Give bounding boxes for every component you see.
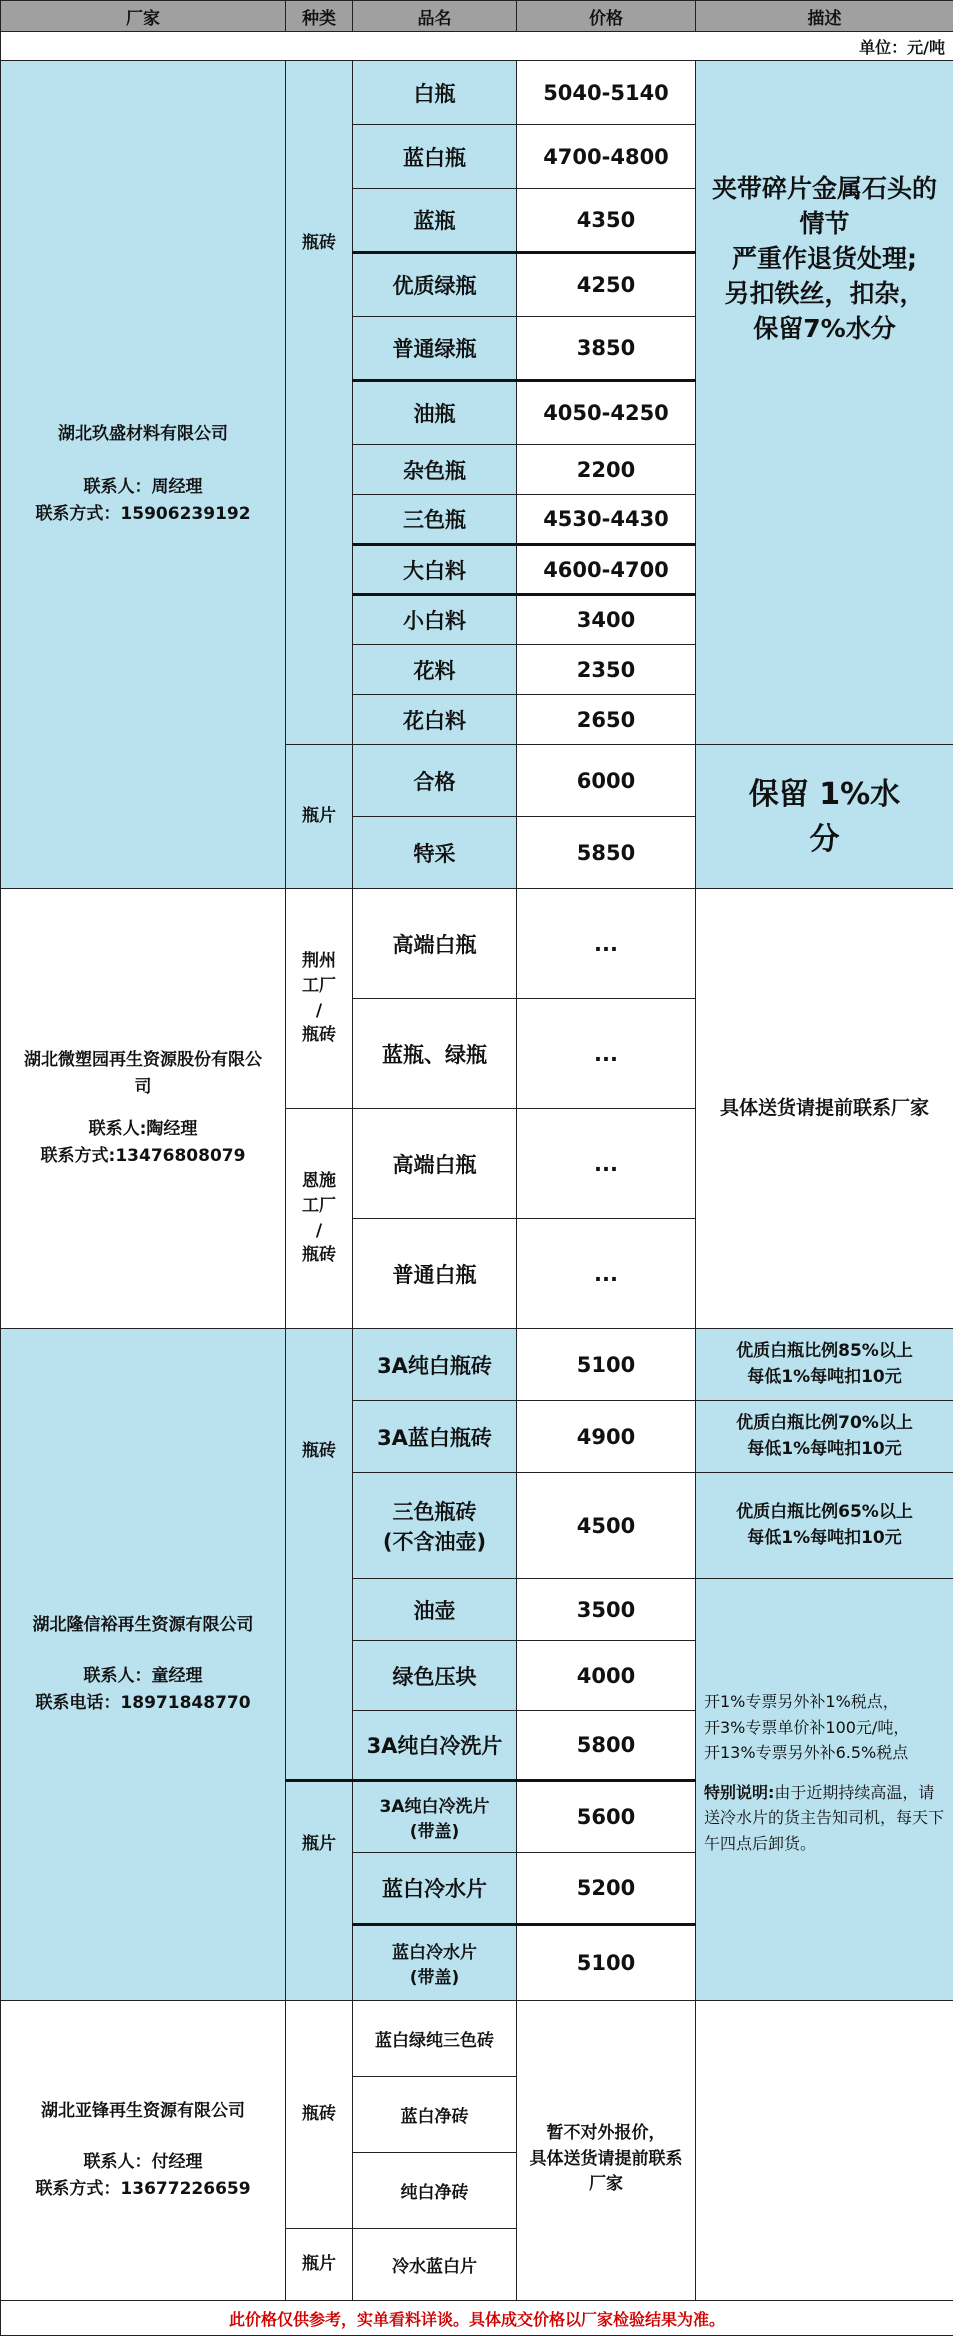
desc-line: 情节 <box>799 209 850 238</box>
product-price: 4900 <box>517 1401 696 1473</box>
desc-line: 保留7%水分 <box>753 314 896 343</box>
company-cell <box>1 61 286 889</box>
description-cell <box>696 61 953 745</box>
description-cell <box>696 745 953 889</box>
product-price: 4600-4700 <box>517 545 696 595</box>
kind-cell <box>286 889 353 1109</box>
footer-row <box>1 2301 953 2336</box>
product-name: 3A纯白冷洗片 <box>353 1711 517 1781</box>
product-name <box>353 1473 517 1579</box>
header-maker: 厂家 <box>1 1 286 32</box>
product-name: 普通绿瓶 <box>353 317 517 381</box>
header-price: 价格 <box>517 1 696 32</box>
product-name: 油瓶 <box>353 381 517 445</box>
product-name: 白瓶 <box>353 61 517 125</box>
company-name: 湖北玖盛材料有限公司 <box>58 423 228 444</box>
desc-line: 每低1%每吨扣10元 <box>747 1366 902 1387</box>
company-contact: 联系人：周经理 <box>83 476 203 497</box>
product-price: 3850 <box>517 317 696 381</box>
kind-line: / <box>315 1220 323 1241</box>
kind-cell: 瓶片 <box>286 745 353 889</box>
product-price: 4500 <box>517 1473 696 1579</box>
product-name-note: (带盖) <box>409 1822 460 1842</box>
product-name: 大白料 <box>353 545 517 595</box>
desc-line: 每低1%每吨扣10元 <box>747 1527 902 1548</box>
product-price: 4250 <box>517 253 696 317</box>
product-name: 蓝瓶 <box>353 189 517 253</box>
product-price: 5040-5140 <box>517 61 696 125</box>
kind-line: 荆州 <box>302 951 336 972</box>
desc-line: 开13%专票另外补6.5%税点 <box>704 1743 909 1763</box>
product-name: 优质绿瓶 <box>353 253 517 317</box>
product-name: 合格 <box>353 745 517 817</box>
desc-line: 每低1%每吨扣10元 <box>747 1438 902 1459</box>
table-row <box>1 1329 953 1401</box>
product-name: 蓝白瓶 <box>353 125 517 189</box>
unit-label: 单位：元/吨 <box>1 32 953 61</box>
product-name <box>353 1925 517 2001</box>
kind-line: 瓶砖 <box>302 1245 336 1266</box>
company-phone: 联系电话：18971848770 <box>35 1693 251 1714</box>
product-price: 3500 <box>517 1579 696 1641</box>
price-note-line: 暂不对外报价， <box>546 2123 666 2143</box>
product-price: 6000 <box>517 745 696 817</box>
kind-line: 工厂 <box>302 1195 336 1216</box>
product-price: 4050-4250 <box>517 381 696 445</box>
description-cell <box>696 1579 953 2001</box>
product-name: 杂色瓶 <box>353 445 517 495</box>
description-cell <box>696 2001 953 2301</box>
product-price: 4350 <box>517 189 696 253</box>
product-name: 特采 <box>353 817 517 889</box>
product-name: 普通白瓶 <box>353 1219 517 1329</box>
price-note-line: 厂家 <box>589 2174 623 2194</box>
header-row <box>1 1 953 32</box>
product-name: 3A纯白瓶砖 <box>353 1329 517 1401</box>
special-note <box>704 1780 945 1857</box>
product-price: 2650 <box>517 695 696 745</box>
desc-line: 严重作退货处理; <box>732 244 917 273</box>
product-price: 5100 <box>517 1329 696 1401</box>
kind-cell <box>286 1109 353 1329</box>
description-cell <box>696 1473 953 1579</box>
company-contact: 联系人:陶经理 <box>88 1118 198 1139</box>
product-name: 纯白净砖 <box>353 2153 517 2229</box>
kind-cell: 瓶片 <box>286 1781 353 2001</box>
special-note-text: 由于近期持续高温，请送冷水片的货主告知司机，每天下午四点后卸货。 <box>704 1782 945 1853</box>
company-name: 湖北微塑园再生资源股份有限公 <box>24 1050 262 1071</box>
table-row <box>1 61 953 125</box>
header-kind: 种类 <box>286 1 353 32</box>
desc-line: 优质白瓶比例85%以上 <box>736 1341 913 1361</box>
product-name: 油壶 <box>353 1579 517 1641</box>
company-contact: 联系人：童经理 <box>83 1665 203 1686</box>
product-price: 2200 <box>517 445 696 495</box>
company-phone: 联系方式：15906239192 <box>35 504 251 525</box>
desc-line: 保留 1%水 <box>748 776 901 812</box>
kind-line: 恩施 <box>302 1171 336 1192</box>
product-name: 蓝白绿纯三色砖 <box>353 2001 517 2077</box>
desc-line: 优质白瓶比例65%以上 <box>736 1502 913 1522</box>
product-price: ... <box>517 889 696 999</box>
product-price: 4530-4430 <box>517 495 696 545</box>
desc-line: 开1%专票另外补1%税点， <box>704 1692 899 1711</box>
company-contact: 联系人：付经理 <box>83 2151 203 2172</box>
product-price: 3400 <box>517 595 696 645</box>
product-name-line: 三色瓶砖 <box>392 1499 477 1524</box>
product-price: 5850 <box>517 817 696 889</box>
company-cell <box>1 2001 286 2301</box>
kind-cell: 瓶片 <box>286 2229 353 2301</box>
product-name: 花白料 <box>353 695 517 745</box>
product-name-note: (带盖) <box>409 1968 460 1988</box>
special-note-label: 特别说明: <box>704 1782 775 1802</box>
kind-cell: 瓶砖 <box>286 2001 353 2229</box>
desc-line: 夹带碎片金属石头的 <box>711 174 937 203</box>
product-name: 蓝瓶、绿瓶 <box>353 999 517 1109</box>
table-row <box>1 2001 953 2077</box>
kind-line: / <box>315 1000 323 1021</box>
footer-disclaimer: 此价格仅供参考，实单看料详谈。具体成交价格以厂家检验结果为准。 <box>1 2301 953 2336</box>
product-name: 冷水蓝白片 <box>353 2229 517 2301</box>
description-cell <box>696 1329 953 1401</box>
product-name-note: (不含油壶) <box>382 1529 487 1554</box>
company-name: 湖北隆信裕再生资源有限公司 <box>32 1614 254 1635</box>
unit-row <box>1 32 953 61</box>
product-price: ... <box>517 1109 696 1219</box>
desc-line: 另扣铁丝，扣杂， <box>724 279 925 308</box>
product-name-line: 蓝白冷水片 <box>392 1943 477 1963</box>
product-price: 5100 <box>517 1925 696 2001</box>
kind-cell: 瓶砖 <box>286 1329 353 1781</box>
product-price: ... <box>517 999 696 1109</box>
kind-line: 工厂 <box>302 975 336 996</box>
product-price: 4000 <box>517 1641 696 1711</box>
company-cell <box>1 1329 286 2001</box>
product-name: 高端白瓶 <box>353 889 517 999</box>
kind-cell: 瓶砖 <box>286 61 353 745</box>
product-name: 绿色压块 <box>353 1641 517 1711</box>
company-phone: 联系方式：13677226659 <box>35 2179 251 2200</box>
description-cell: 具体送货请提前联系厂家 <box>696 889 953 1329</box>
product-price: 2350 <box>517 645 696 695</box>
company-name-cont: 司 <box>134 1077 152 1098</box>
product-name-line: 3A纯白冷洗片 <box>379 1797 490 1817</box>
desc-line: 分 <box>809 821 840 857</box>
company-name: 湖北亚锋再生资源有限公司 <box>41 2100 245 2121</box>
desc-line: 优质白瓶比例70%以上 <box>736 1413 913 1433</box>
product-name: 蓝白冷水片 <box>353 1853 517 1925</box>
header-desc: 描述 <box>696 1 953 32</box>
price-note-line: 具体送货请提前联系 <box>529 2148 683 2169</box>
product-price: ... <box>517 1219 696 1329</box>
desc-line: 开3%专票单价补100元/吨， <box>704 1717 910 1737</box>
header-name: 品名 <box>353 1 517 32</box>
price-note-cell <box>517 2001 696 2301</box>
kind-line: 瓶砖 <box>302 1025 336 1046</box>
product-price: 5600 <box>517 1781 696 1853</box>
description-cell <box>696 1401 953 1473</box>
product-price: 5200 <box>517 1853 696 1925</box>
product-price: 5800 <box>517 1711 696 1781</box>
product-name: 小白料 <box>353 595 517 645</box>
table-row <box>1 889 953 999</box>
product-name: 花料 <box>353 645 517 695</box>
product-name: 3A蓝白瓶砖 <box>353 1401 517 1473</box>
company-phone: 联系方式:13476808079 <box>40 1145 246 1166</box>
product-name <box>353 1781 517 1853</box>
product-name: 三色瓶 <box>353 495 517 545</box>
product-price: 4700-4800 <box>517 125 696 189</box>
product-name: 高端白瓶 <box>353 1109 517 1219</box>
company-cell <box>1 889 286 1329</box>
product-name: 蓝白净砖 <box>353 2077 517 2153</box>
